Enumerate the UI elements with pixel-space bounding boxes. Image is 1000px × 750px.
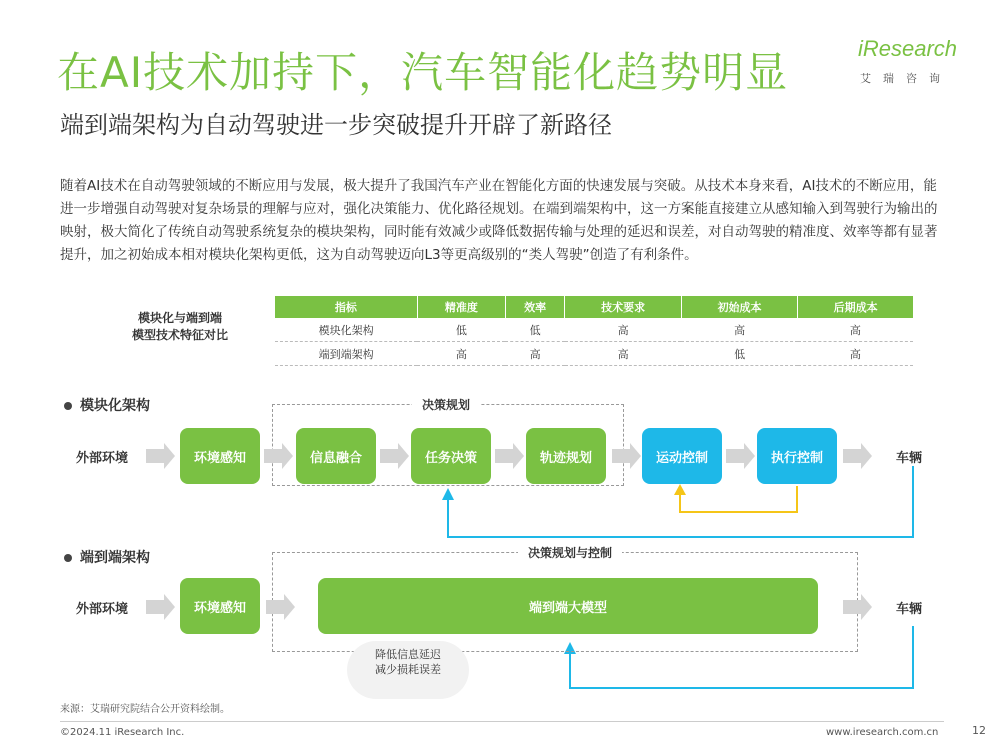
page-subtitle: 端到端架构为自动驾驶进一步突破提升开辟了新路径	[60, 111, 612, 139]
page-title: 在AI技术加持下，汽车智能化趋势明显	[57, 48, 789, 97]
bullet-dot	[64, 554, 72, 562]
e2e-group-label: 决策规划与控制	[518, 544, 622, 561]
e2e-large-model-box: 端到端大模型	[318, 578, 818, 634]
e2e-section-label	[64, 547, 150, 567]
table-header-cell: 技术要求	[565, 296, 681, 318]
module-box-task-decision: 任务决策	[411, 428, 491, 484]
copyright: ©2024.11 iResearch Inc.	[60, 727, 185, 738]
intro-paragraph: 随着AI技术在自动驾驶领域的不断应用与发展，极大提升了我国汽车产业在智能化方面的快速发展与突破。从技术本身来看，AI技术的不断应用，能进一步增强自动驾驶对复杂场景的理解与应对，强化决策能力、优化路径规划。在端到端架构中，这一方案能直接建立从感知输入到驾驶行为输出的映射，极大简化了传统自动驾驶系统复杂的模块架构，同时能有效减少或降低数据传输与处理的延迟和误差，对自动驾驶的精准度、效率等都有显著提升，加之初始成本相对模块化架构更低，这为自动驾驶迈向L3等更高级别的“类人驾驶”创造了有利条件。	[60, 178, 938, 263]
modular-input-label: 外部环境	[76, 451, 129, 466]
modular-section-label	[64, 395, 150, 415]
flow-arrow-bar	[380, 449, 398, 463]
flow-arrow	[861, 443, 872, 469]
table-cell: 低	[417, 318, 505, 342]
table-caption-line2: 模型技术特征对比	[131, 328, 228, 342]
page-number: 12	[972, 724, 986, 737]
flow-arrow	[861, 594, 872, 620]
module-box-perception: 环境感知	[180, 428, 260, 484]
flow-arrow	[513, 443, 524, 469]
flow-arrow-bar	[495, 449, 513, 463]
logo-text: iResearch	[858, 36, 958, 61]
table-cell: 低	[681, 342, 797, 366]
module-box-execution-control: 执行控制	[757, 428, 837, 484]
flow-arrow-bar	[843, 449, 861, 463]
table-cell: 高	[565, 342, 681, 366]
e2e-output-label: 车辆	[896, 602, 923, 617]
benefit-cloud	[347, 641, 469, 699]
flow-arrow-bar	[843, 600, 861, 614]
control-feedback-arrowhead	[674, 484, 686, 495]
flow-arrow	[282, 443, 293, 469]
table-cell: 高	[417, 342, 505, 366]
logo-subtext: 艾瑞咨询	[860, 72, 952, 85]
e2e-input-label: 外部环境	[76, 602, 129, 617]
bullet-dot	[64, 402, 72, 410]
flow-arrow-bar	[146, 449, 164, 463]
table-cell: 高	[798, 342, 913, 366]
table-caption-line1: 模块化与端到端	[137, 311, 222, 325]
table-header-cell: 后期成本	[798, 296, 913, 318]
table-header-cell: 指标	[275, 296, 417, 318]
cloud-line2: 减少损耗误差	[375, 663, 441, 676]
footer-divider	[60, 721, 944, 722]
decision-group-label: 决策规划	[412, 396, 480, 413]
modular-output-label: 车辆	[896, 451, 923, 466]
table-cell: 端到端架构	[275, 342, 417, 366]
table-header-cell: 初始成本	[681, 296, 797, 318]
flow-arrow-bar	[266, 600, 284, 614]
table-cell: 模块化架构	[275, 318, 417, 342]
flow-arrow-bar	[612, 449, 630, 463]
flow-arrow	[164, 594, 175, 620]
table-header-cell: 效率	[505, 296, 565, 318]
table-header-cell: 精准度	[417, 296, 505, 318]
e2e-box-perception: 环境感知	[180, 578, 260, 634]
module-box-fusion: 信息融合	[296, 428, 376, 484]
e2e-section-text: 端到端架构	[80, 550, 150, 566]
flow-arrow-bar	[146, 600, 164, 614]
flow-arrow-bar	[726, 449, 744, 463]
source-note: 来源：艾瑞研究院结合公开资料绘制。	[60, 704, 230, 715]
table-cell: 高	[798, 318, 913, 342]
table-cell: 低	[505, 318, 565, 342]
flow-arrow	[744, 443, 755, 469]
flow-arrow-bar	[264, 449, 282, 463]
table-cell: 高	[565, 318, 681, 342]
flow-arrow	[398, 443, 409, 469]
module-box-trajectory: 轨迹规划	[526, 428, 606, 484]
flow-arrow	[284, 594, 295, 620]
cloud-line1: 降低信息延迟	[375, 648, 441, 661]
flow-arrow	[630, 443, 641, 469]
table-cell: 高	[681, 318, 797, 342]
control-feedback-line	[680, 486, 797, 512]
footer-url: www.iresearch.com.cn	[826, 727, 939, 738]
module-box-motion-control: 运动控制	[642, 428, 722, 484]
flow-arrow	[164, 443, 175, 469]
modular-feedback-arrowhead	[442, 488, 454, 500]
modular-section-text: 模块化架构	[80, 398, 150, 414]
table-cell: 高	[505, 342, 565, 366]
